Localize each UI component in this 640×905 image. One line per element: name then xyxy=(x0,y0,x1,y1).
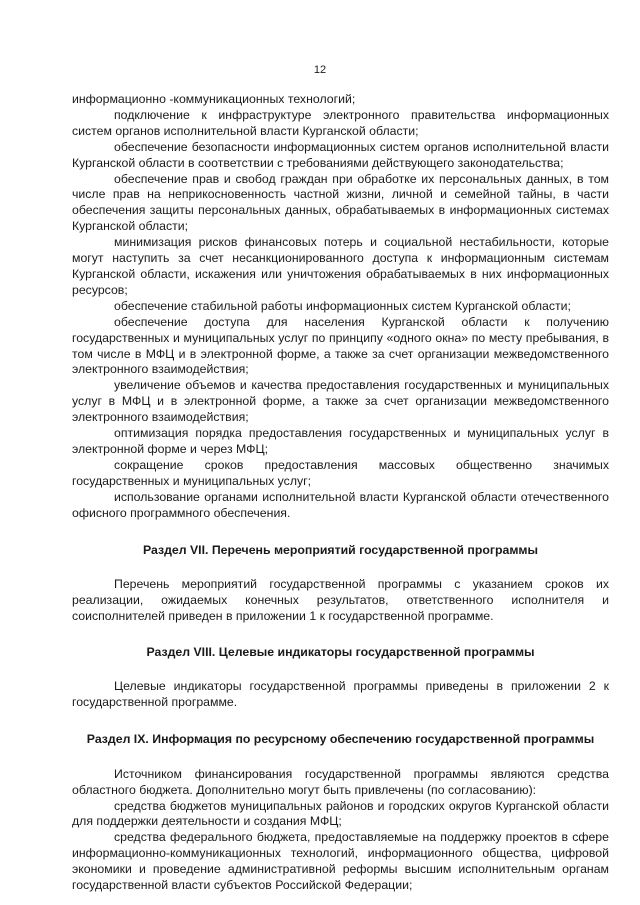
paragraph: увеличение объемов и качества предоставления государственных и муниципальных услуг в МФЦ и в электронной форме, а также за счет организации межведомственного электронного взаимодействия; xyxy=(72,378,609,425)
section-8-text: Целевые индикаторы государственной программы приведены в приложении 2 к государственной программе. xyxy=(72,679,609,709)
section-9-paragraph: средства федерального бюджета, предоставляемые на поддержку проектов в сфере информационно-коммуникационных технологий, информационного общества, цифровой экономики и проведение административной реформы высшим исполнительным органам государственной власти субъектов Российской Федерации; xyxy=(72,830,609,893)
paragraph: обеспечение стабильной работы информационных систем Курганской области; xyxy=(114,298,571,313)
section-7-heading: Раздел VII. Перечень мероприятий государственной программы xyxy=(142,543,539,558)
section-8-heading: Раздел VIII. Целевые индикаторы государственной программы xyxy=(146,645,535,660)
paragraph: использование органами исполнительной власти Курганской области отечественного офисного программного обеспечения. xyxy=(72,489,609,520)
section-9-heading: Раздел IX. Информация по ресурсному обеспечению государственной программы xyxy=(86,731,595,746)
paragraph: оптимизация порядка предоставления государственных и муниципальных услуг в электронной форме и через МФЦ; xyxy=(72,426,609,456)
paragraph: информационно -коммуникационных технологий; xyxy=(72,92,356,106)
paragraph: обеспечение безопасности информационных систем органов исполнительной власти Курганской области в соответствии с требованиями действующего законодательства; xyxy=(72,139,609,170)
paragraph: обеспечение доступа для населения Курганской области к получению государственных и муниципальных услуг по принципу «одного окна» по месту пребывания, в том числе в МФЦ и в электронной форме, а также за счет организации межведомственного электронного взаимодействия; xyxy=(72,314,609,377)
paragraph: сокращение сроков предоставления массовых общественно значимых государственных и муниципальных услуг; xyxy=(72,457,609,488)
section-7-text: Перечень мероприятий государственной программы с указанием сроков их реализации, ожидаемых конечных результатов, ответственного исполнителя и соисполнителей приведен в приложении 1 к государственной программе. xyxy=(72,577,609,624)
paragraph: обеспечение прав и свобод граждан при обработке их персональных данных, в том числе прав на неприкосновенность частной жизни, личной и семейной тайны, в части обеспечения защиты персональных данных, обрабатываемых в информационных системах Курганской области; xyxy=(72,171,609,234)
page-number: 12 xyxy=(313,64,327,76)
paragraph: подключение к инфраструктуре электронного правительства информационных систем органов исполнительной власти Курганской области; xyxy=(72,107,609,138)
section-9-paragraph: Источником финансирования государственной программы являются средства областного бюджета. Дополнительно могут быть привлечены (по согласованию): xyxy=(72,766,609,797)
section-9-paragraph: средства бюджетов муниципальных районов и городских округов Курганской области для поддержки деятельности и создания МФЦ; xyxy=(72,798,609,829)
paragraph: минимизация рисков финансовых потерь и социальной нестабильности, которые могут наступить за счет несанкционированного доступа к информационным системам Курганской области, искажения или уничтожения обрабатываемых в них информационных ресурсов; xyxy=(72,235,609,297)
document-body xyxy=(72,92,609,894)
